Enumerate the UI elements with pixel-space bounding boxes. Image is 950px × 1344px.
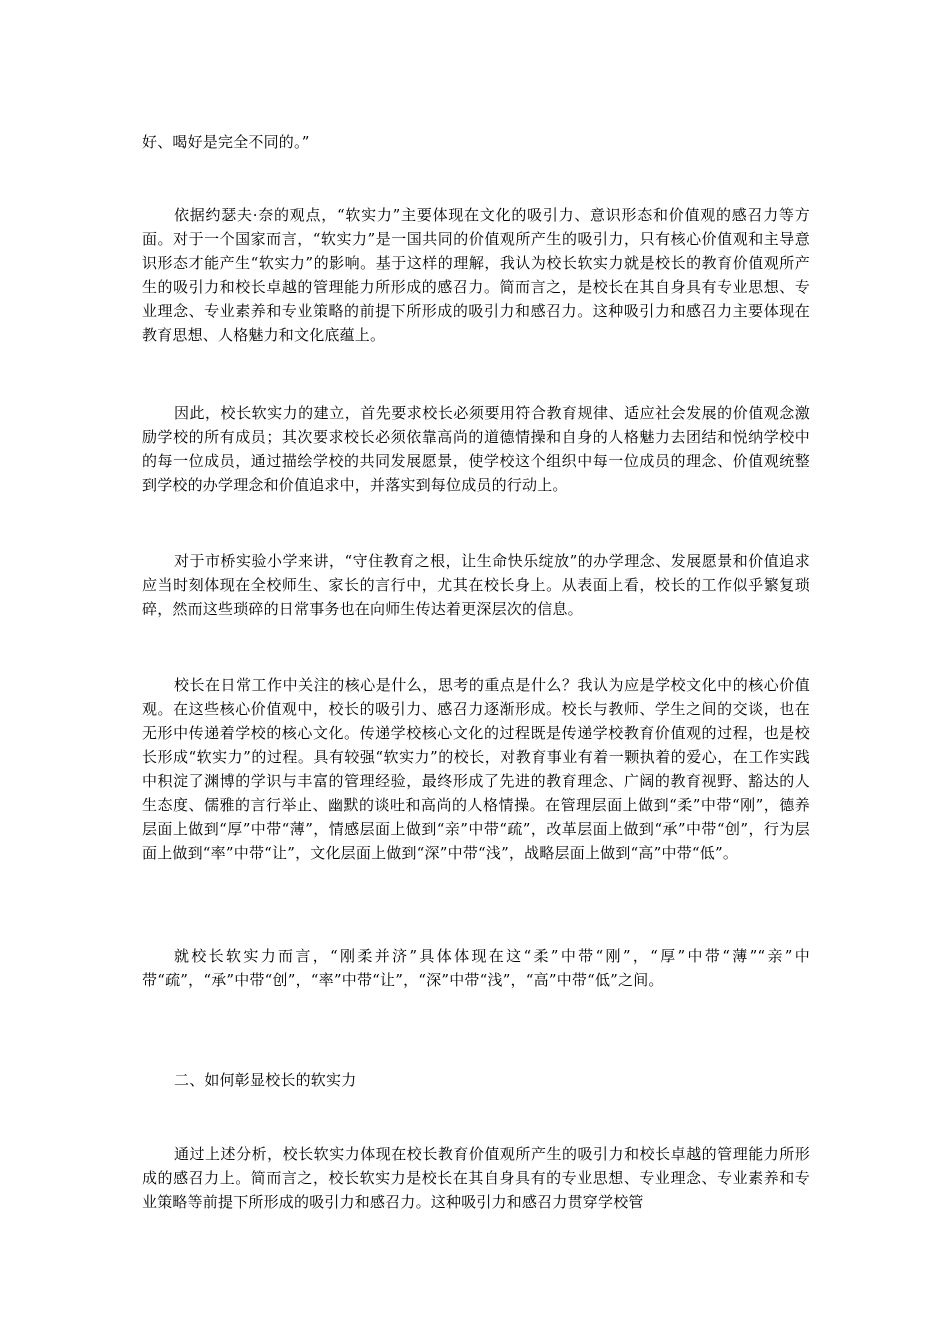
paragraph-analysis: 通过上述分析，校长软实力体现在校长教育价值观所产生的吸引力和校长卓越的管理能力所形成的感召力上。简而言之，校长软实力是校长在其自身具有的专业思想、专业理念、专业素养和专业策略等前提下所形成的吸引力和感召力。这种吸引力和感召力贯穿学校管 bbox=[142, 1145, 810, 1211]
paragraph-balance: 就校长软实力而言，“刚柔并济”具体体现在这“柔”中带“刚”，“厚”中带“薄”“亲”中带“疏”，“承”中带“创”，“率”中带“让”，“深”中带“浅”，“高”中带“低”之间。 bbox=[142, 947, 810, 989]
paragraph-core-values: 校长在日常工作中关注的核心是什么，思考的重点是什么？我认为应是学校文化中的核心价值观。在这些核心价值观中，校长的吸引力、感召力逐渐形成。校长与教师、学生之间的交谈，也在无形中传递着学校的核心文化。传递学校核心文化的过程既是传递学校教育价值观的过程，也是校长形成“软实力”的过程。具有较强“软实力”的校长，对教育事业有着一颗执着的爱心，在工作实践中积淀了渊博的学识与丰富的管理经验，最终形成了先进的教育理念、广阔的教育视野、豁达的人生态度、儒雅的言行举止、幽默的谈吐和高尚的人格情操。在管理层面上做到“柔”中带“刚”，德养层面上做到“厚”中带“薄”，情感层面上做到“亲”中带“疏”，改革层面上做到“承”中带“创”，行为层面上做到“率”中带“让”，文化层面上做到“深”中带“浅”，战略层面上做到“高”中带“低”。 bbox=[142, 676, 810, 862]
section-heading: 二、如何彰显校长的软实力 bbox=[174, 1071, 357, 1089]
paragraph-soft-power-definition: 依据约瑟夫·奈的观点，“软实力”主要体现在文化的吸引力、意识形态和价值观的感召力等方面。对于一个国家而言，“软实力”是一国共同的价值观所产生的吸引力，只有核心价值观和主导意识形态才能产生“软实力”的影响。基于这样的理解，我认为校长软实力就是校长的教育价值观所产生的吸引力和校长卓越的管理能力所形成的感召力。简而言之，是校长在其自身具有专业思想、专业理念、专业素养和专业策略的前提下所形成的吸引力和感召力。这种吸引力和感召力主要体现在教育思想、人格魅力和文化底蕴上。 bbox=[142, 206, 810, 344]
paragraph-shiqiao-school: 对于市桥实验小学来讲，“守住教育之根，让生命快乐绽放”的办学理念、发展愿景和价值追求应当时刻体现在全校师生、家长的言行中，尤其在校长身上。从表面上看，校长的工作似乎繁复琐碎，然而这些琐碎的日常事务也在向师生传达着更深层次的信息。 bbox=[142, 552, 810, 618]
paragraph-establishment: 因此，校长软实力的建立，首先要求校长必须要用符合教育规律、适应社会发展的价值观念激励学校的所有成员；其次要求校长必须依靠高尚的道德情操和自身的人格魅力去团结和悦纳学校中的每一位成员，通过描绘学校的共同发展愿景，使学校这个组织中每一位成员的理念、价值观统整到学校的办学理念和价值追求中，并落实到每位成员的行动上。 bbox=[142, 404, 810, 494]
paragraph-continuation: 好、喝好是完全不同的。” bbox=[142, 133, 310, 151]
